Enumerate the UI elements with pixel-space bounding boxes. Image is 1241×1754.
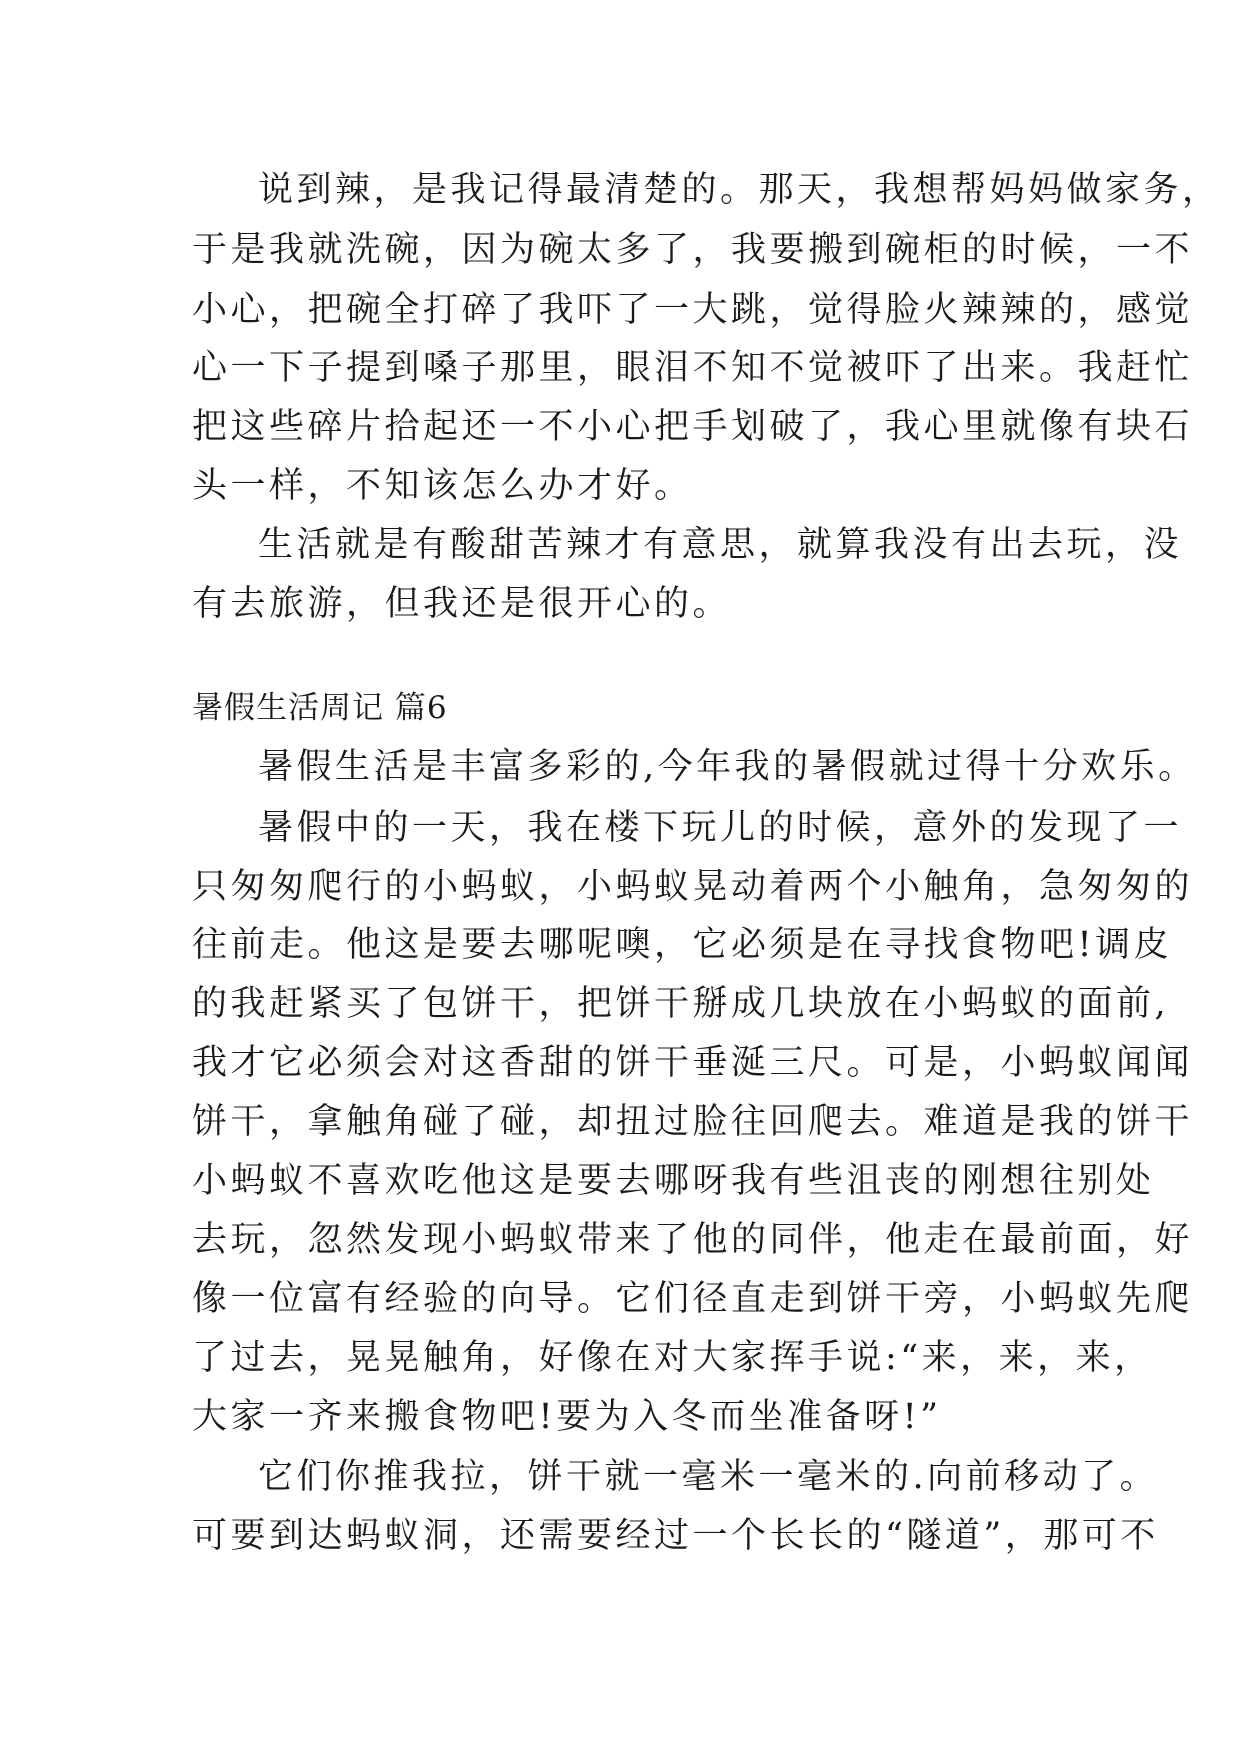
paragraph-line: 暑假中的一天，我在楼下玩儿的时候，意外的发现了一 — [258, 808, 1183, 848]
paragraph-line: 小心，把碗全打碎了我吓了一大跳，觉得脸火辣辣的，感觉 — [192, 290, 1194, 330]
paragraph-line: 有去旅游，但我还是很开心的。 — [192, 584, 732, 624]
paragraph-line: 心一下子提到嗓子那里，眼泪不知不觉被吓了出来。我赶忙 — [192, 348, 1194, 388]
paragraph-line: 我才它必须会对这香甜的饼干垂涎三尺。可是，小蚂蚁闻闻 — [192, 1043, 1194, 1083]
paragraph-line: 暑假生活是丰富多彩的,今年我的暑假就过得十分欢乐。 — [258, 747, 1197, 787]
paragraph-line: 往前走。他这是要去哪呢噢，它必须是在寻找食物吧!调皮 — [192, 925, 1173, 965]
paragraph-line: 说到辣，是我记得最清楚的。那天，我想帮妈妈做家务， — [258, 170, 1221, 210]
paragraph-line: 像一位富有经验的向导。它们径直走到饼干旁，小蚂蚁先爬 — [192, 1279, 1194, 1319]
paragraph-line: 把这些碎片拾起还一不小心把手划破了，我心里就像有块石 — [192, 407, 1194, 447]
paragraph-line: 它们你推我拉，饼干就一毫米一毫米的.向前移动了。 — [258, 1457, 1159, 1497]
paragraph-line: 可要到达蚂蚁洞，还需要经过一个长长的“隧道”，那可不 — [192, 1516, 1159, 1556]
paragraph-line: 饼干，拿触角碰了碰，却扭过脸往回爬去。难道是我的饼干 — [192, 1102, 1194, 1142]
paragraph-line: 了过去，晃晃触角，好像在对大家挥手说:“来，来，来， — [192, 1338, 1153, 1378]
paragraph-line: 于是我就洗碗，因为碗太多了，我要搬到碗柜的时候，一不 — [192, 230, 1194, 270]
paragraph-line: 生活就是有酸甜苦辣才有意思，就算我没有出去玩，没 — [258, 525, 1183, 565]
paragraph-line: 只匆匆爬行的小蚂蚁，小蚂蚁晃动着两个小触角，急匆匆的 — [192, 867, 1194, 907]
paragraph-line: 头一样，不知该怎么办才好。 — [192, 466, 693, 506]
paragraph-line: 大家一齐来搬食物吧!要为入冬而坐准备呀!” — [192, 1397, 942, 1437]
paragraph-line: 的我赶紧买了包饼干，把饼干掰成几块放在小蚂蚁的面前, — [192, 984, 1170, 1024]
paragraph-line: 小蚂蚁不喜欢吃他这是要去哪呀我有些沮丧的刚想往别处 — [192, 1161, 1155, 1201]
paragraph-line: 去玩，忽然发现小蚂蚁带来了他的同伴，他走在最前面，好 — [192, 1220, 1194, 1260]
section-heading: 暑假生活周记 篇6 — [192, 690, 448, 726]
